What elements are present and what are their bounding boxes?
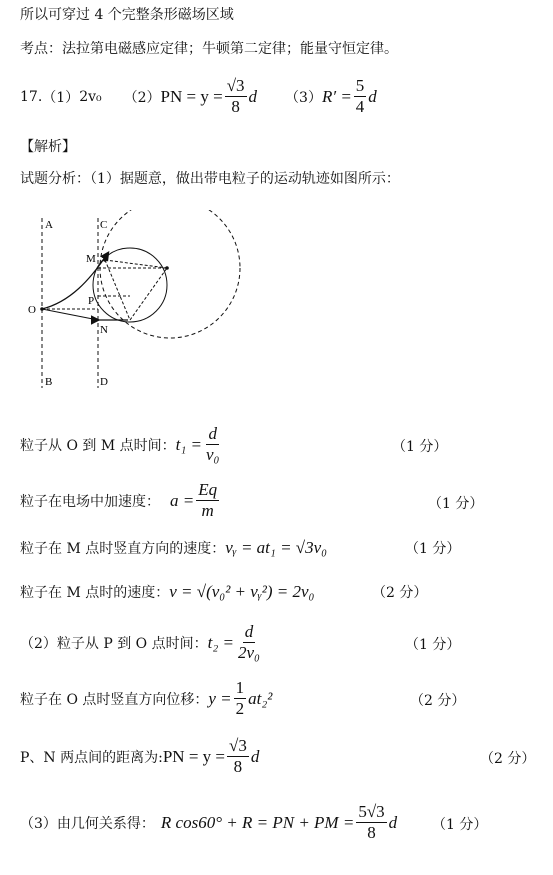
on-line [42,309,98,320]
circle-center-dot [165,266,169,270]
point-m-dot [103,258,107,262]
step-7-num: √3 [229,736,247,755]
step-3-expr: vᵧ = at₁ = √3v₀ [225,538,328,557]
step-2 [20,480,221,521]
step-8 [20,802,397,843]
step-2-num: Eq [198,480,218,499]
trajectory-diagram [20,210,250,395]
q17-part2-tail: d [248,86,258,106]
step-7-lhs: PN = y = [162,746,225,766]
step-5-num: d [244,622,254,641]
step-7 [20,736,259,777]
q17-part2-label: （2） [123,89,161,106]
q17-part3-lhs: R′ = [321,86,352,106]
q17-part2-lhs: PN = y = [160,86,223,106]
step-8-lhs: R cos60° + R = PN + PM = [160,812,355,832]
radius-dashed-2 [130,268,167,320]
step-6-text: 粒子在 O 点时竖直方向位移： [20,691,209,708]
label-n: N [100,324,108,336]
step-7-frac [227,736,249,777]
step-5 [20,622,264,663]
step-4-text: 粒子在 M 点时的速度： [20,585,170,601]
label-d: D [100,376,108,388]
step-5-den: 2v₀ [237,643,260,662]
jiexi-heading: 【解析】 [20,139,76,155]
large-dashed-circle [100,210,240,338]
step-6-num: 1 [235,678,245,697]
step-2-lhs: a = [170,490,195,510]
step-3-text: 粒子在 M 点时竖直方向的速度： [20,541,226,557]
step-7-tail: d [250,746,260,766]
step-7-score: （2 分） [480,751,536,767]
kaodian-line: 考点：法拉第电磁感应定律；牛顿第二定律；能量守恒定律。 [20,41,398,57]
step-5-score: （1 分） [405,637,461,653]
radius-dashed-1 [105,260,130,320]
label-b: B [45,376,53,388]
q17-part1-value: 2v₀ [79,88,102,105]
label-c: C [100,219,108,231]
step-2-frac [196,480,219,521]
step-6-tail: at₂² [248,688,273,708]
q17-part3-frac [354,76,367,117]
step-7-den: 8 [233,757,243,776]
q17-part3-num: 5 [355,76,365,95]
analysis-intro: 试题分析：（1）据题意，做出带电粒子的运动轨迹如图所示： [20,171,400,187]
label-a: A [45,219,53,231]
step-5-lhs: t₂ = [207,632,234,652]
q17-answers [20,76,377,117]
step-1 [20,424,223,465]
step-3 [20,538,327,558]
step-1-num: d [208,424,217,443]
q17-part3-den: 4 [355,97,365,116]
step-8-den: 8 [367,823,376,842]
step-1-text: 粒子从 O 到 M 点时间： [20,437,176,454]
q17-part1-label: （1） [42,89,80,106]
q17-part2-den: 8 [231,97,240,116]
step-2-den: m [201,501,214,520]
step-6-frac [234,678,247,719]
step-2-score: （1 分） [428,496,484,512]
step-2-text: 粒子在电场中加速度： [20,493,160,510]
step-4-score: （2 分） [372,585,428,601]
step-5-text: （2）粒子从 P 到 O 点时间： [20,635,208,652]
step-6-den: 2 [235,699,245,718]
q17-part2-frac [225,76,247,117]
step-6-lhs: y = [208,688,232,708]
label-m: M [86,253,96,265]
label-p: P [88,295,95,307]
step-5-frac [236,622,262,663]
q17-part3-label: （3） [285,89,322,106]
step-1-lhs: t₁ = [175,434,202,454]
q17-number: 17. [20,88,43,105]
step-3-score: （1 分） [405,541,461,557]
step-4-expr: v = √(v₀² + vᵧ²) = 2v₀ [169,582,315,601]
q17-part3-tail: d [368,86,377,106]
step-8-tail: d [388,812,398,832]
step-1-score: （1 分） [392,439,448,455]
step-8-frac [356,802,386,843]
q17-part2-num: √3 [226,76,245,95]
step-1-frac [204,424,221,465]
step-4 [20,582,314,602]
step-8-num: 5√3 [358,802,385,821]
intro-line: 所以可穿过 4 个完整条形磁场区域 [20,7,234,23]
point-o-dot [40,307,44,311]
step-8-score: （1 分） [432,817,488,833]
step-8-text: （3）由几何关系得： [20,815,155,832]
label-o: O [28,304,36,316]
step-7-text: P、N 两点间的距离为: [20,749,163,766]
step-1-den: v₀ [205,445,220,464]
step-6-score: （2 分） [410,693,466,709]
step-6 [20,678,272,719]
